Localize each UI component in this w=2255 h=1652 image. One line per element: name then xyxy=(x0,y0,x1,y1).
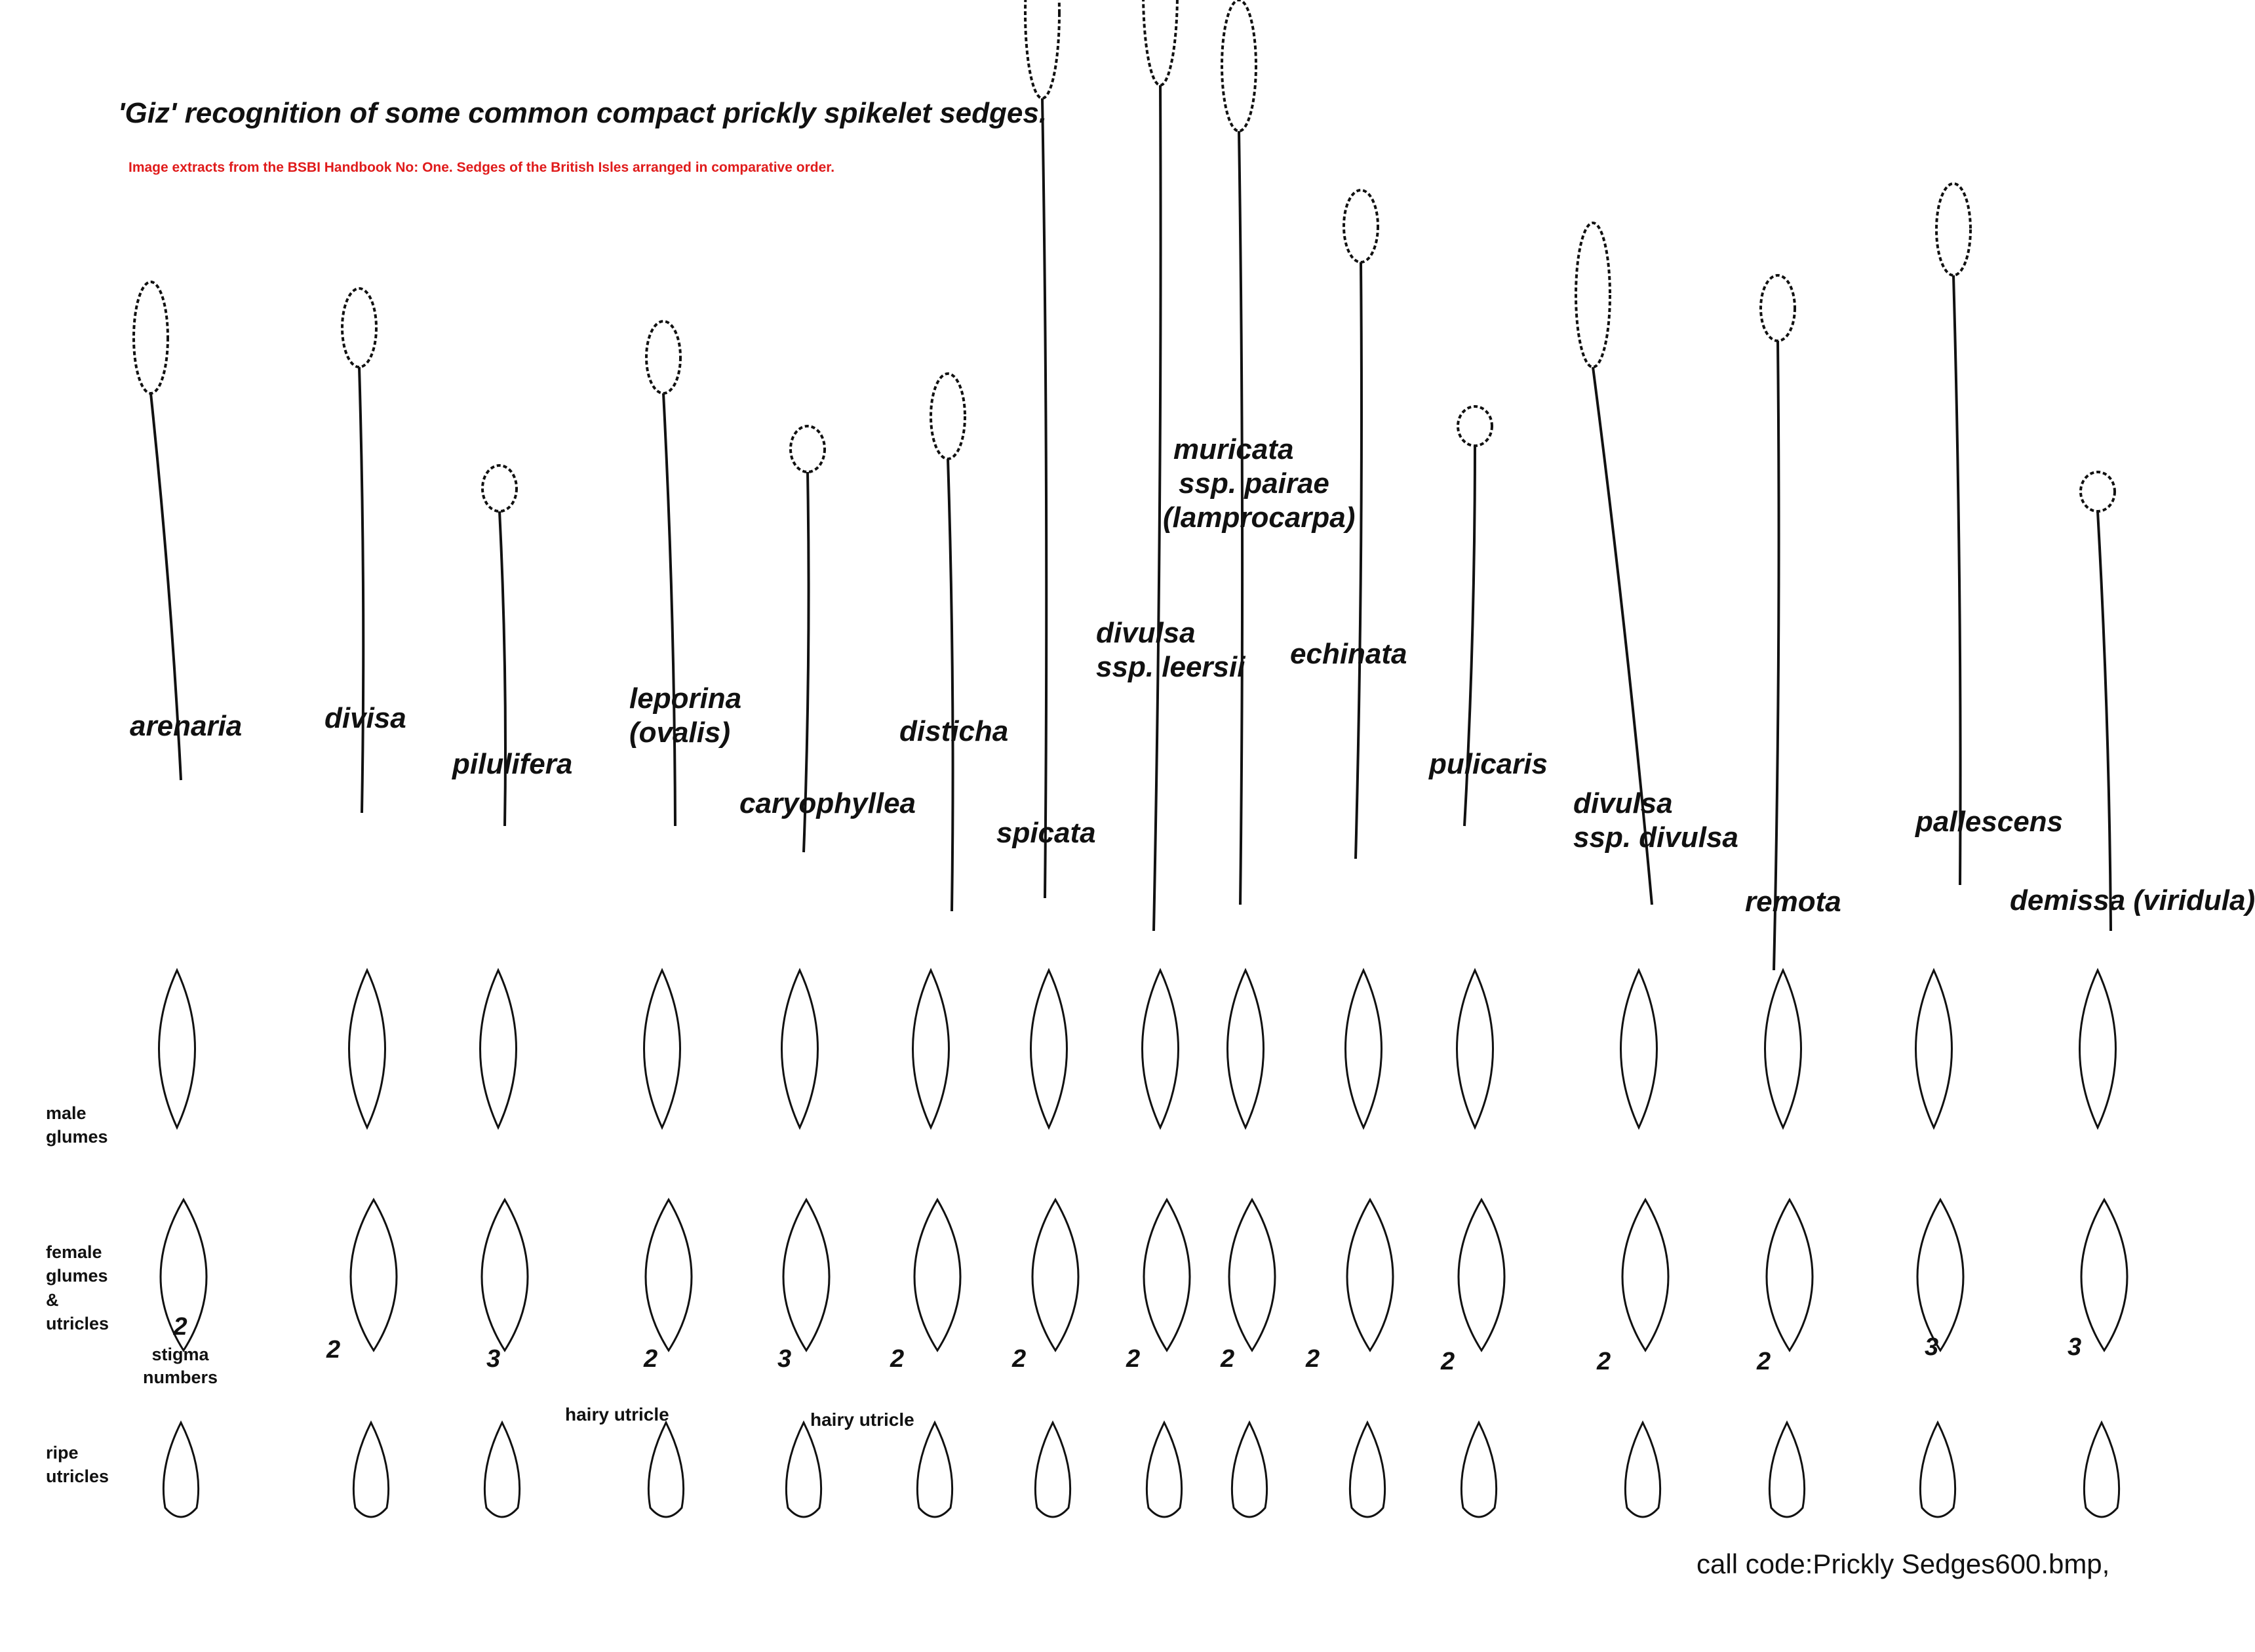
stigma-number: 3 xyxy=(486,1345,501,1373)
male-glume xyxy=(1621,970,1657,1128)
species-label-pilulifera: pilulifera xyxy=(452,748,573,780)
ripe-utricle xyxy=(1035,1423,1070,1517)
ripe-utricle xyxy=(1350,1423,1384,1517)
stigma-number: 2 xyxy=(1306,1345,1320,1373)
male-glume xyxy=(1457,970,1493,1128)
female-glume-utricle xyxy=(1229,1200,1275,1350)
hairy-utricle-note: hairy utricle xyxy=(565,1404,669,1425)
male-glume xyxy=(1916,970,1952,1128)
ripe-utricle xyxy=(1769,1423,1804,1517)
male-glume xyxy=(1765,970,1801,1128)
plant-stem xyxy=(663,393,675,826)
species-label-disticha: disticha xyxy=(899,715,1009,747)
ripe-utricle xyxy=(484,1423,519,1517)
species-label-arenaria: arenaria xyxy=(130,710,243,742)
spike-head xyxy=(1344,190,1378,262)
spike-head xyxy=(791,426,825,472)
spike-head xyxy=(2081,472,2115,511)
male-glume xyxy=(782,970,818,1128)
ripe-utricle xyxy=(648,1423,683,1517)
spike-head xyxy=(1222,0,1256,131)
plant-stem xyxy=(1154,85,1161,931)
spike-head xyxy=(931,374,965,459)
female-glume-utricle xyxy=(1459,1200,1504,1350)
call-code: call code:Prickly Sedges600.bmp, xyxy=(1696,1548,2110,1579)
stigma-number: 2 xyxy=(1597,1348,1611,1375)
species-label-muricata: muricata ssp. pairae (lamprocarpa) xyxy=(1163,433,1356,534)
stigma-number: 2 xyxy=(1757,1348,1771,1375)
species-label-divulsa-divulsa: divulsa ssp. divulsa xyxy=(1573,787,1738,854)
row-label-female-glumes-utricles: female glumes & utricles xyxy=(46,1242,109,1334)
female-glume-utricle xyxy=(914,1200,960,1350)
plant-stem xyxy=(2098,511,2111,931)
male-glume xyxy=(644,970,680,1128)
species-label-divulsa-leersii: divulsa ssp. leersii xyxy=(1096,617,1245,683)
male-glume xyxy=(2080,970,2116,1128)
plant-stem xyxy=(1953,275,1961,885)
female-glume-utricle xyxy=(1917,1200,1963,1350)
ripe-utricle xyxy=(1232,1423,1266,1517)
spike-head xyxy=(1761,275,1795,341)
female-glume-utricle xyxy=(1032,1200,1078,1350)
ripe-utricle xyxy=(786,1423,821,1517)
plant-stem xyxy=(1356,262,1362,859)
spike-head xyxy=(342,288,376,367)
stigma-number: 2 xyxy=(326,1336,341,1364)
female-glume-utricle xyxy=(646,1200,692,1350)
male-glume xyxy=(1031,970,1067,1128)
female-glume-utricle xyxy=(1144,1200,1190,1350)
stigma-number: 2 xyxy=(1012,1345,1027,1373)
spike-head xyxy=(1936,184,1971,275)
female-glume-utricle xyxy=(2081,1200,2127,1350)
stigma-number: 2 xyxy=(644,1345,658,1373)
spike-head xyxy=(646,321,680,393)
spike-head xyxy=(1143,0,1177,85)
male-glume xyxy=(913,970,949,1128)
ripe-utricle xyxy=(917,1423,952,1517)
plant-stem xyxy=(948,459,953,911)
plant-stem xyxy=(1042,98,1046,898)
stigma-number: 2 xyxy=(1126,1345,1141,1373)
male-glume xyxy=(1228,970,1264,1128)
row-label-male-glumes: male glumes xyxy=(46,1103,108,1147)
ripe-utricle xyxy=(353,1423,388,1517)
female-glume-utricle xyxy=(482,1200,528,1350)
plant-stem xyxy=(1774,341,1779,970)
ripe-utricle xyxy=(1147,1423,1181,1517)
male-glume xyxy=(159,970,195,1128)
plant-stem xyxy=(359,367,363,813)
species-label-divisa: divisa xyxy=(324,702,406,734)
stigma-number: 3 xyxy=(2068,1333,2082,1361)
spike-head xyxy=(134,282,168,393)
female-glume-utricle xyxy=(783,1200,829,1350)
ripe-utricle xyxy=(1625,1423,1660,1517)
species-label-pulicaris: pulicaris xyxy=(1429,748,1548,780)
ripe-utricle xyxy=(2084,1423,2119,1517)
species-label-spicata: spicata xyxy=(996,817,1096,849)
spike-head xyxy=(1458,406,1492,446)
stigma-number: 2 xyxy=(890,1345,905,1373)
species-label-remota: remota xyxy=(1745,886,1841,918)
female-glume-utricle xyxy=(1622,1200,1668,1350)
hairy-utricle-note: hairy utricle xyxy=(810,1409,914,1430)
page-title: 'Giz' recognition of some common compact prickly spikelet sedges. xyxy=(118,97,1048,129)
species-label-caryophyllea: caryophyllea xyxy=(739,787,916,819)
spike-head xyxy=(482,465,517,511)
page-subtitle: Image extracts from the BSBI Handbook No: One. Sedges of the British Isles arranged in comparative order. xyxy=(128,160,835,175)
male-glume xyxy=(1143,970,1179,1128)
female-glume-utricle xyxy=(1767,1200,1813,1350)
ripe-utricle xyxy=(1920,1423,1955,1517)
species-label-demissa: demissa (viridula) xyxy=(2010,884,2255,916)
stigma-number: 2 xyxy=(1221,1345,1235,1373)
spike-head xyxy=(1576,223,1610,367)
ripe-utricle xyxy=(163,1423,198,1517)
ripe-utricle xyxy=(1461,1423,1496,1517)
row-label-ripe-utricles: ripe utricles xyxy=(46,1443,109,1487)
male-glume xyxy=(480,970,517,1128)
stigma-number: 3 xyxy=(1925,1333,1939,1361)
female-glume-utricle xyxy=(351,1200,397,1350)
male-glume xyxy=(1346,970,1382,1128)
species-label-leporina: leporina (ovalis) xyxy=(629,682,742,749)
spike-head xyxy=(1025,0,1059,98)
stigma-number: 2 xyxy=(1441,1348,1455,1375)
species-label-pallescens: pallescens xyxy=(1915,806,2064,838)
stigma-number: 3 xyxy=(777,1345,792,1373)
female-glume-utricle xyxy=(1347,1200,1393,1350)
species-label-echinata: echinata xyxy=(1290,638,1407,670)
male-glume xyxy=(349,970,385,1128)
stigma-numbers-caption: 2 stigma numbers xyxy=(143,1313,218,1388)
